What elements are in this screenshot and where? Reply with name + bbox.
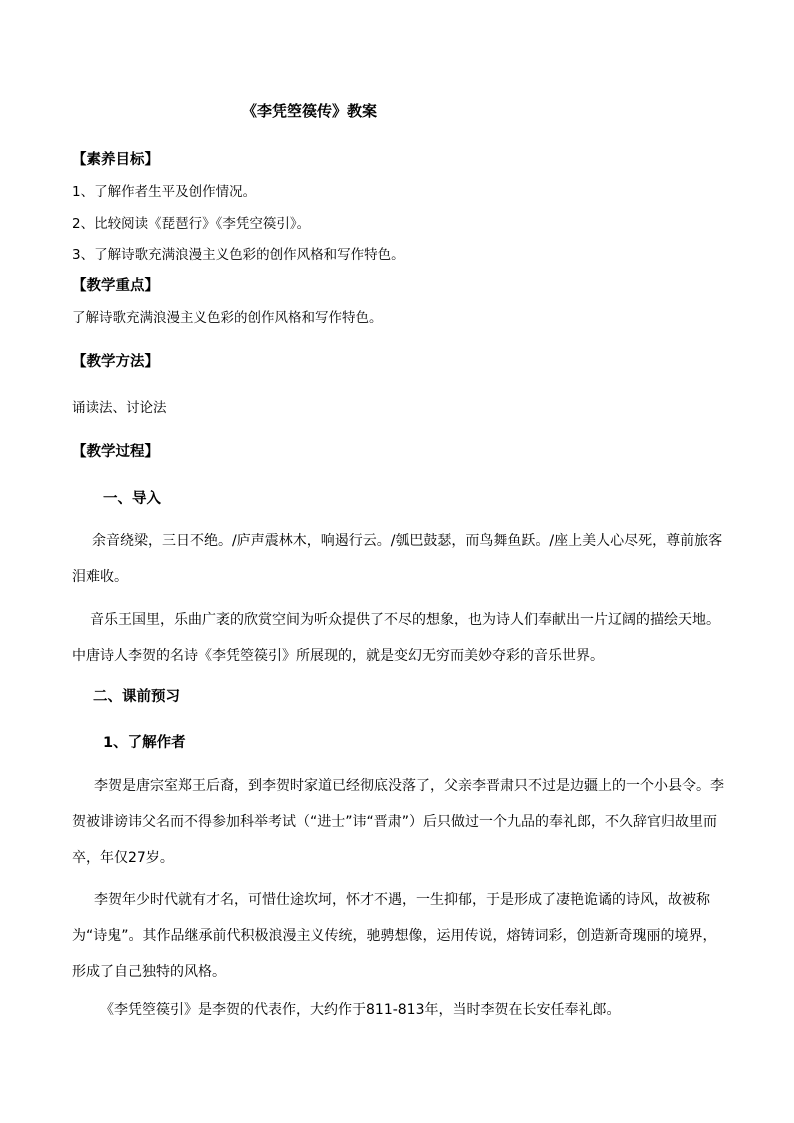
- goal-item-1: 1、了解作者生平及创作情况。: [72, 184, 257, 200]
- goal-item-2: 2、比较阅读《琵琶行》《李凭空篌引》。: [72, 216, 311, 232]
- sub1-heading: 1、了解作者: [103, 735, 186, 751]
- document-title: 《李凭箜篌传》教案: [242, 102, 378, 120]
- author-paragraph-1: 李贺是唐宗室郑王后裔，到李贺时家道已经彻底没落了，父亲李晋肃只不过是边疆上的一个小县令。李贺被诽谤讳父名而不得参加科举考试（“进士”讳“晋肃”）后只做过一个九品的奉礼郎，不久辞官归故里而卒，年仅27岁。: [72, 778, 724, 866]
- part2-heading: 二、课前预习: [93, 689, 180, 705]
- intro-paragraph-1: 余音绕梁，三日不绝。/庐声震林木，响遏行云。/瓠巴鼓瑟，而鸟舞鱼跃。/座上美人心尽死，尊前旅客泪难收。: [72, 533, 723, 585]
- section-heading-goals: 【素养目标】: [72, 152, 159, 168]
- author-paragraph-2: 李贺年少时代就有才名，可惜仕途坎坷，怀才不遇，一生抑郁，于是形成了凄艳诡谲的诗风，故被称为“诗鬼”。其作品继承前代积极浪漫主义传统，驰骋想像，运用传说，熔铸词彩，创造新奇瑰丽的境界，形成了自己独特的风格。: [72, 892, 717, 980]
- intro-paragraph-2: 音乐王国里，乐曲广袤的欣赏空间为听众提供了不尽的想象，也为诗人们奉献出一片辽阔的描绘天地。中唐诗人李贺的名诗《李凭箜篌引》所展现的，就是变幻无穷而美妙夺彩的音乐世界。: [72, 612, 720, 664]
- section-heading-process: 【教学过程】: [72, 444, 159, 460]
- method-text: 诵读法、讨论法: [72, 400, 167, 416]
- author-paragraph-3: 《李凭箜篌引》是李贺的代表作，大约作于811-813年，当时李贺在长安任奉礼郎。: [100, 1002, 621, 1018]
- focus-text: 了解诗歌充满浪漫主义色彩的创作风格和写作特色。: [72, 310, 383, 326]
- section-heading-focus: 【教学重点】: [72, 278, 159, 294]
- goal-item-3: 3、了解诗歌充满浪漫主义色彩的创作风格和写作特色。: [72, 247, 405, 263]
- section-heading-method: 【教学方法】: [72, 354, 159, 370]
- part1-heading: 一、导入: [103, 491, 161, 507]
